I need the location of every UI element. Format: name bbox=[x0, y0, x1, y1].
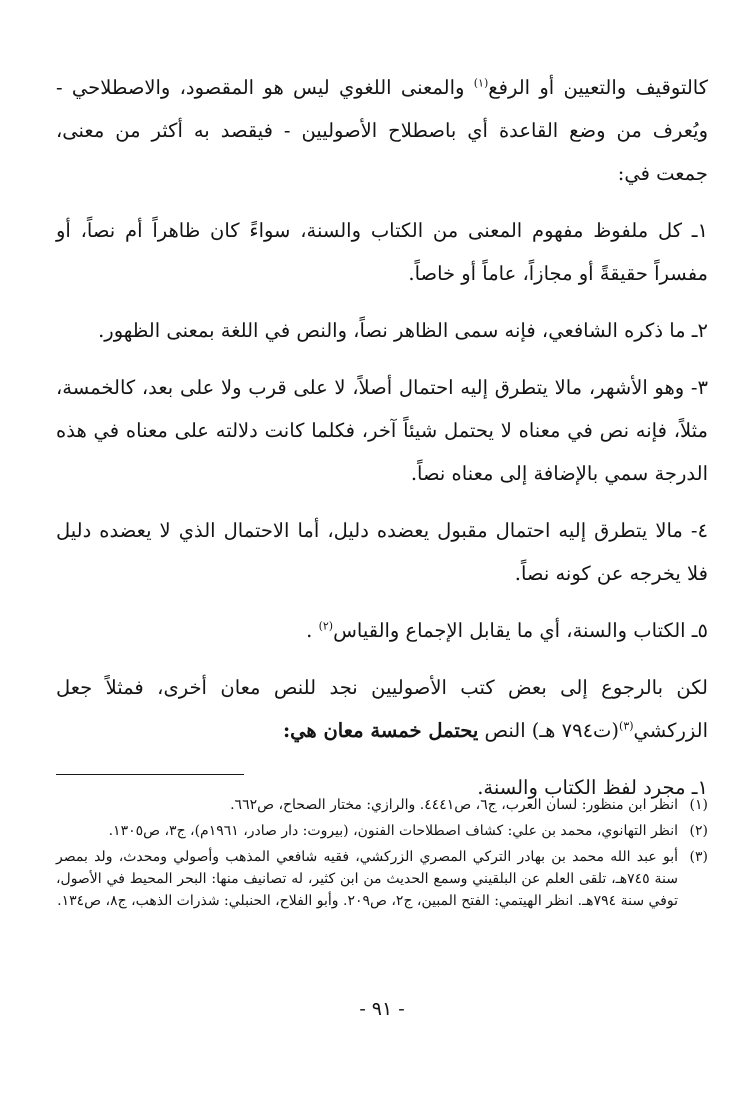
footnote-number: (١) bbox=[689, 797, 708, 813]
list-item-1: ١ـ كل ملفوظ مفهوم المعنى من الكتاب والسنة، سواءً كان ظاهراً أم نصاً، أو مفسراً حقيقةً أو مجازاً، عاماً أو خاصاً. bbox=[56, 219, 708, 285]
text-segment: والمعنى اللغوي ليس هو المقصود، والاصطلاحي - ويُعرف من وضع القاعدة أي باصطلاح الأصوليين - فيقصد به أكثر من معنى، جمعت في: bbox=[56, 76, 708, 185]
text-segment: ٥ـ الكتاب والسنة، أي ما يقابل الإجماع والقياس bbox=[333, 619, 708, 642]
paragraph-zarkashi bbox=[56, 666, 708, 752]
list-item-3: ٣- وهو الأشهر، مالا يتطرق إليه احتمال أصلاً، لا على قرب ولا على بعد، كالخمسة، مثلاً، فإنه نص في معناه لا يحتمل شيئاً آخر، فكلما كانت دلالته على معناه في هذه الدرجة سمي بالإضافة إلى معناه نصاً. bbox=[56, 376, 708, 485]
footnote-3 bbox=[56, 846, 708, 912]
footnote-text: أبو عبد الله محمد بن بهادر التركي المصري الزركشي، فقيه شافعي المذهب وأصولي ومحدث، ولد بمصر سنة ٧٤٥هـ، تلقى العلم عن البلقيني وسمع الحديث من ابن كثير، له تصانيف منها: البحر المحيط في الأصول، توفي سنة ٧٩٤هـ. انظر الهيتمي: الفتح المبين، ج٢، ص٢٠٩. وأبو الفلاح، الحنبلي: شذرات الذهب، ج٨، ص١٣٤. bbox=[56, 849, 678, 909]
text-segment: . bbox=[306, 619, 319, 642]
footnotes bbox=[56, 794, 708, 916]
text-segment: كالتوقيف والتعيين أو الرفع bbox=[488, 76, 708, 99]
footnote-1 bbox=[56, 794, 708, 816]
list-item-2: ٢ـ ما ذكره الشافعي، فإنه سمى الظاهر نصاً، والنص في اللغة بمعنى الظهور. bbox=[98, 319, 708, 342]
footnote-ref-3[interactable]: (٣) bbox=[619, 719, 634, 733]
list-item-4: ٤- مالا يتطرق إليه احتمال مقبول يعضده دليل، أما الاحتمال الذي لا يعضده دليل فلا يخرجه عن كونه نصاً. bbox=[56, 519, 708, 585]
bold-phrase: يحتمل خمسة معان هي: bbox=[282, 719, 479, 742]
list-item-5 bbox=[56, 609, 708, 652]
paragraph-definition-intro bbox=[56, 66, 708, 195]
footnote-ref-2[interactable]: (٢) bbox=[318, 619, 334, 633]
page-number: - ٩١ - bbox=[359, 998, 405, 1020]
text-segment: (ت٧٩٤ هـ) النص bbox=[478, 719, 620, 742]
list-item-zarkashi-1: ١ـ مجرد لفظ الكتاب والسنة. bbox=[477, 776, 708, 799]
footnote-2 bbox=[56, 820, 708, 842]
footnote-divider bbox=[56, 774, 244, 775]
footnote-text: انظر التهانوي، محمد بن علي: كشاف اصطلاحات الفنون، (بيروت: دار صادر، ١٩٦١م)، ج٣، ص١٣٠٥. bbox=[108, 823, 678, 839]
page-body bbox=[56, 66, 708, 1020]
footnote-number: (٣) bbox=[689, 849, 708, 865]
footnote-number: (٢) bbox=[689, 823, 708, 839]
footnote-text: انظر ابن منظور: لسان العرب، ج٦، ص٤٤٤١. والرازي: مختار الصحاح، ص٦٦٢. bbox=[230, 797, 678, 813]
footnote-ref-1[interactable]: (١) bbox=[473, 76, 489, 90]
text-segment: لكن بالرجوع إلى بعض كتب الأصوليين نجد للنص معان أخرى، فمثلاً جعل الزركشي bbox=[56, 676, 708, 742]
